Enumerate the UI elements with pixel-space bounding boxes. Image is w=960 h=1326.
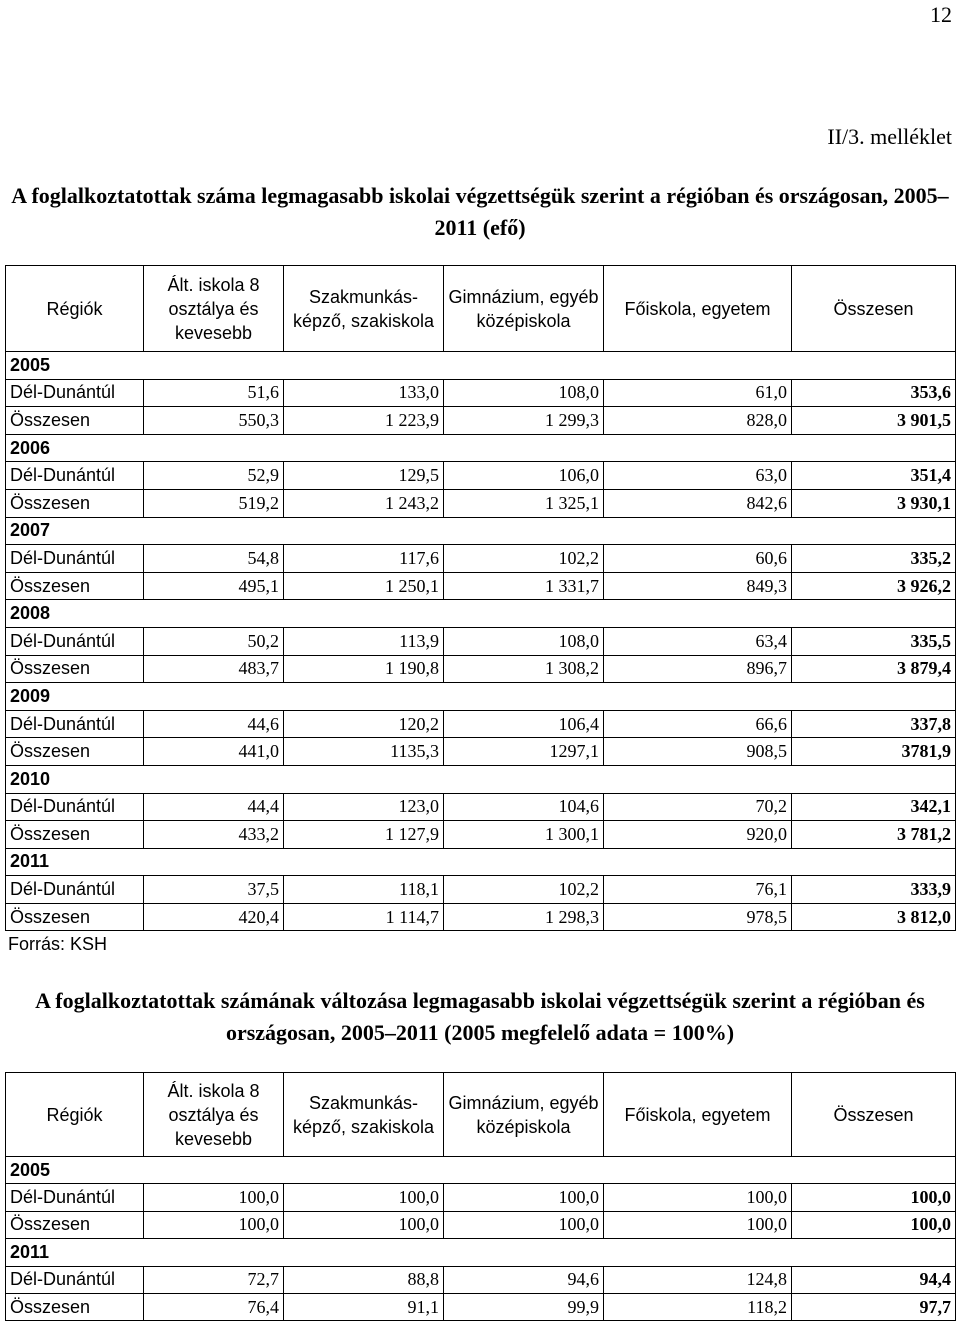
- value-cell: 108,0: [444, 627, 604, 655]
- year-row: [6, 517, 956, 545]
- value-cell: 842,6: [604, 489, 792, 517]
- value-cell: 908,5: [604, 738, 792, 766]
- value-cell: 37,5: [144, 876, 284, 904]
- value-cell: 104,6: [444, 793, 604, 821]
- year-label: 2009: [6, 683, 956, 711]
- value-cell: 117,6: [284, 545, 444, 573]
- region-cell: Dél-Dunántúl: [6, 462, 144, 490]
- value-cell: 483,7: [144, 655, 284, 683]
- year-label: 2008: [6, 600, 956, 628]
- value-cell: 88,8: [284, 1266, 444, 1293]
- total-cell: 3 901,5: [792, 407, 956, 435]
- value-cell: 54,8: [144, 545, 284, 573]
- value-cell: 91,1: [284, 1293, 444, 1320]
- value-cell: 60,6: [604, 545, 792, 573]
- value-cell: 100,0: [284, 1184, 444, 1211]
- region-cell: Összesen: [6, 1211, 144, 1238]
- value-cell: 66,6: [604, 710, 792, 738]
- region-cell: Dél-Dunántúl: [6, 710, 144, 738]
- employment-table: [5, 265, 956, 931]
- source-note: Forrás: KSH: [8, 934, 108, 954]
- column-header: Főiskola, egyetem: [604, 1073, 792, 1157]
- total-cell: 3 879,4: [792, 655, 956, 683]
- table-row: [6, 793, 956, 821]
- year-label: 2011: [6, 1239, 956, 1266]
- column-header: Szakmunkás-képző, szakiskola: [284, 1073, 444, 1157]
- region-cell: Összesen: [6, 489, 144, 517]
- total-cell: 94,4: [792, 1266, 956, 1293]
- value-cell: 123,0: [284, 793, 444, 821]
- region-cell: Dél-Dunántúl: [6, 627, 144, 655]
- total-cell: 335,5: [792, 627, 956, 655]
- value-cell: 102,2: [444, 545, 604, 573]
- region-cell: Összesen: [6, 1293, 144, 1320]
- table-row: [6, 1184, 956, 1211]
- table-row: [6, 462, 956, 490]
- value-cell: 118,1: [284, 876, 444, 904]
- total-cell: 100,0: [792, 1211, 956, 1238]
- year-label: 2005: [6, 352, 956, 380]
- region-cell: Összesen: [6, 738, 144, 766]
- region-cell: Összesen: [6, 655, 144, 683]
- table-row: [6, 407, 956, 435]
- value-cell: 1 299,3: [444, 407, 604, 435]
- value-cell: 133,0: [284, 379, 444, 407]
- year-label: 2005: [6, 1157, 956, 1184]
- value-cell: 44,4: [144, 793, 284, 821]
- column-header: Ált. iskola 8 osztálya és kevesebb: [144, 266, 284, 352]
- value-cell: 519,2: [144, 489, 284, 517]
- table-row: [6, 379, 956, 407]
- year-label: 2007: [6, 517, 956, 545]
- table-row: [6, 489, 956, 517]
- value-cell: 76,1: [604, 876, 792, 904]
- column-header: Régiók: [6, 1073, 144, 1157]
- value-cell: 50,2: [144, 627, 284, 655]
- value-cell: 1135,3: [284, 738, 444, 766]
- year-row: [6, 434, 956, 462]
- value-cell: 1 308,2: [444, 655, 604, 683]
- table-row: [6, 903, 956, 931]
- value-cell: 1 223,9: [284, 407, 444, 435]
- annex-label: II/3. melléklet: [827, 124, 952, 149]
- total-cell: 3 812,0: [792, 903, 956, 931]
- column-header: Régiók: [6, 266, 144, 352]
- value-cell: 100,0: [444, 1184, 604, 1211]
- year-label: 2006: [6, 434, 956, 462]
- total-cell: 3 926,2: [792, 572, 956, 600]
- value-cell: 828,0: [604, 407, 792, 435]
- region-cell: Összesen: [6, 821, 144, 849]
- value-cell: 100,0: [144, 1211, 284, 1238]
- value-cell: 1 127,9: [284, 821, 444, 849]
- value-cell: 70,2: [604, 793, 792, 821]
- table-row: [6, 738, 956, 766]
- table-row: [6, 655, 956, 683]
- value-cell: 1 190,8: [284, 655, 444, 683]
- total-cell: 97,7: [792, 1293, 956, 1320]
- value-cell: 106,0: [444, 462, 604, 490]
- value-cell: 100,0: [604, 1211, 792, 1238]
- column-header: Szakmunkás-képző, szakiskola: [284, 266, 444, 352]
- column-header: Ált. iskola 8 osztálya és kevesebb: [144, 1073, 284, 1157]
- value-cell: 106,4: [444, 710, 604, 738]
- year-row: [6, 765, 956, 793]
- region-cell: Dél-Dunántúl: [6, 793, 144, 821]
- region-cell: Dél-Dunántúl: [6, 1184, 144, 1211]
- value-cell: 102,2: [444, 876, 604, 904]
- header-row: [6, 266, 956, 352]
- total-cell: 333,9: [792, 876, 956, 904]
- value-cell: 44,6: [144, 710, 284, 738]
- table-row: [6, 710, 956, 738]
- table-row: [6, 1266, 956, 1293]
- value-cell: 1 243,2: [284, 489, 444, 517]
- column-header: Főiskola, egyetem: [604, 266, 792, 352]
- region-cell: Összesen: [6, 407, 144, 435]
- year-label: 2011: [6, 848, 956, 876]
- total-cell: 337,8: [792, 710, 956, 738]
- total-cell: 342,1: [792, 793, 956, 821]
- value-cell: 52,9: [144, 462, 284, 490]
- value-cell: 76,4: [144, 1293, 284, 1320]
- value-cell: 100,0: [284, 1211, 444, 1238]
- year-label: 2010: [6, 765, 956, 793]
- column-header: Gimnázium, egyéb középiskola: [444, 266, 604, 352]
- header-row: [6, 1073, 956, 1157]
- year-row: [6, 683, 956, 711]
- value-cell: 129,5: [284, 462, 444, 490]
- value-cell: 495,1: [144, 572, 284, 600]
- value-cell: 94,6: [444, 1266, 604, 1293]
- table2-title: A foglalkoztatottak számának változása legmagasabb iskolai végzettségük szerint a régióban és országosan, 2005–2011 (2005 megfelelő adata = 100%): [35, 988, 925, 1045]
- value-cell: 978,5: [604, 903, 792, 931]
- total-cell: 353,6: [792, 379, 956, 407]
- column-header: Gimnázium, egyéb középiskola: [444, 1073, 604, 1157]
- year-row: [6, 1157, 956, 1184]
- page-number: 12: [930, 2, 952, 27]
- value-cell: 118,2: [604, 1293, 792, 1320]
- year-row: [6, 848, 956, 876]
- value-cell: 63,4: [604, 627, 792, 655]
- table-row: [6, 1211, 956, 1238]
- value-cell: 1297,1: [444, 738, 604, 766]
- table-row: [6, 627, 956, 655]
- table1-title: A foglalkoztatottak száma legmagasabb iskolai végzettségük szerint a régióban és országosan, 2005–2011 (efő): [11, 183, 949, 240]
- table-row: [6, 1293, 956, 1320]
- value-cell: 441,0: [144, 738, 284, 766]
- total-cell: 3781,9: [792, 738, 956, 766]
- value-cell: 120,2: [284, 710, 444, 738]
- value-cell: 72,7: [144, 1266, 284, 1293]
- value-cell: 100,0: [604, 1184, 792, 1211]
- column-header: Összesen: [792, 1073, 956, 1157]
- total-cell: 3 781,2: [792, 821, 956, 849]
- year-row: [6, 600, 956, 628]
- value-cell: 1 114,7: [284, 903, 444, 931]
- table-row: [6, 545, 956, 573]
- value-cell: 1 331,7: [444, 572, 604, 600]
- table-row: [6, 821, 956, 849]
- value-cell: 433,2: [144, 821, 284, 849]
- year-row: [6, 352, 956, 380]
- value-cell: 61,0: [604, 379, 792, 407]
- region-cell: Összesen: [6, 572, 144, 600]
- value-cell: 849,3: [604, 572, 792, 600]
- total-cell: 351,4: [792, 462, 956, 490]
- region-cell: Dél-Dunántúl: [6, 1266, 144, 1293]
- value-cell: 100,0: [144, 1184, 284, 1211]
- value-cell: 100,0: [444, 1211, 604, 1238]
- value-cell: 108,0: [444, 379, 604, 407]
- value-cell: 51,6: [144, 379, 284, 407]
- value-cell: 896,7: [604, 655, 792, 683]
- change-index-table: [5, 1072, 956, 1321]
- value-cell: 1 325,1: [444, 489, 604, 517]
- value-cell: 1 300,1: [444, 821, 604, 849]
- region-cell: Dél-Dunántúl: [6, 379, 144, 407]
- value-cell: 1 250,1: [284, 572, 444, 600]
- value-cell: 113,9: [284, 627, 444, 655]
- total-cell: 100,0: [792, 1184, 956, 1211]
- value-cell: 420,4: [144, 903, 284, 931]
- value-cell: 550,3: [144, 407, 284, 435]
- region-cell: Dél-Dunántúl: [6, 545, 144, 573]
- table-row: [6, 572, 956, 600]
- column-header: Összesen: [792, 266, 956, 352]
- region-cell: Dél-Dunántúl: [6, 876, 144, 904]
- value-cell: 124,8: [604, 1266, 792, 1293]
- value-cell: 920,0: [604, 821, 792, 849]
- total-cell: 335,2: [792, 545, 956, 573]
- value-cell: 1 298,3: [444, 903, 604, 931]
- value-cell: 99,9: [444, 1293, 604, 1320]
- total-cell: 3 930,1: [792, 489, 956, 517]
- region-cell: Összesen: [6, 903, 144, 931]
- table-row: [6, 876, 956, 904]
- value-cell: 63,0: [604, 462, 792, 490]
- year-row: [6, 1239, 956, 1266]
